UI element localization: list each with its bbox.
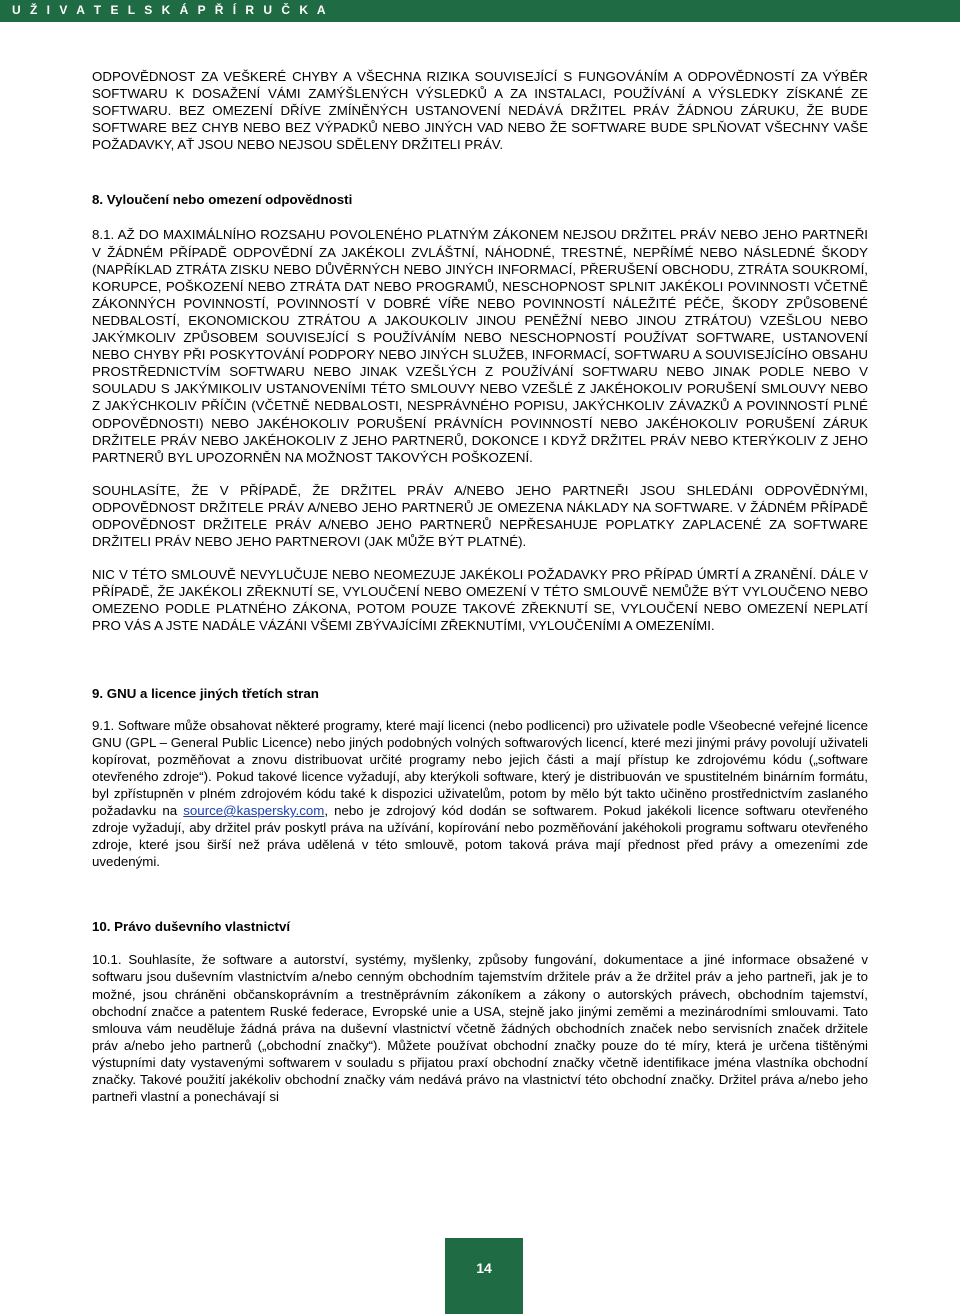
paragraph-8-1: 8.1. AŽ DO MAXIMÁLNÍHO ROZSAHU POVOLENÉHO PLATNÝM ZÁKONEM NEJSOU DRŽITEL PRÁV NEBO JEHO PARTNEŘI V ŽÁDNÉM PŘÍPADĚ ODPOVĚDNÍ ZA JAKÉKOLI ZVLÁŠTNÍ, NÁHODNÉ, TRESTNÉ, NEPŘÍMÉ NEBO NÁSLEDNÉ ŠKODY (NAPŘÍKLAD ZTRÁTA ZISKU NEBO DŮVĚRNÝCH NEBO JINÝCH INFORMACÍ, PŘERUŠENÍ OBCHODU, ZTRÁTA SOUKROMÍ, KORUPCE, POŠKOZENÍ NEBO ZTRÁTA DAT NEBO PROGRAMŮ, NESCHOPNOST SPLNIT JAKÉKOLI POVINNOSTI VČETNĚ ZÁKONNÝCH POVINNOSTÍ, POVINNOSTÍ V DOBRÉ VÍŘE NEBO POVINNOSTÍ NÁLEŽITÉ PÉČE, ŠKODY ZPŮSOBENÉ NEDBALOSTÍ, EKONOMICKOU ZTRÁTOU A JAKOUKOLIV JINOU PENĚŽNÍ NEBO JINOU ZTRÁTOU) VZEŠLOU NEBO JAKÝMKOLIV ZPŮSOBEM SOUVISEJÍCÍ S POUŽÍVÁNÍM NEBO NESCHOPNOSTÍ POUŽÍVAT SOFTWARE, USTANOVENÍ NEBO CHYBY PŘI POSKYTOVÁNÍ PODPORY NEBO JINÝCH SLUŽEB, INFORMACÍ, SOFTWARU A SOUVISEJÍCÍHO OBSAHU PROSTŘEDNICTVÍM SOFTWARU NEBO JINAK VZEŠLÝCH Z POUŽÍVÁNÍ SOFTWARU NEBO JINAK PODLE NEBO V SOULADU S JAKÝMIKOLIV USTANOVENÍMI TÉTO SMLOUVY NEBO VZEŠLÉ Z JAKÉHOKOLIV PORUŠENÍ SMLOUVY NEBO Z JAKÝCHKOLIV PŘÍČIN (VČETNĚ NEDBALOSTI, NESPRÁVNÉHO POPISU, JAKÝCHKOLIV ZÁVAZKŮ A POVINNOSTÍ PLNÉ ODPOVĚDNOSTI) NEBO JAKÉHOKOLIV PORUŠENÍ PRÁVNÍCH POVINNOSTÍ NEBO JAKÉHOKOLIV PORUŠENÍ ZÁRUK DRŽITELE PRÁV NEBO JAKÉHOKOLIV Z JEHO PARTNERŮ, DOKONCE I KDYŽ DRŽITEL PRÁV NEBO KTERÝKOLIV Z JEHO PARTNERŮ BYL UPOZORNĚN NA MOŽNOST TAKOVÝCH POŠKOZENÍ. bbox=[92, 227, 868, 465]
paragraph-nothing: NIC V TÉTO SMLOUVĚ NEVYLUČUJE NEBO NEOMEZUJE JAKÉKOLI POŽADAVKY PRO PŘÍPAD ÚMRTÍ A ZRANĚNÍ. DÁLE V PŘÍPADĚ, ŽE JAKÉKOLI ZŘEKNUTÍ SE, VYLOUČENÍ NEBO OMEZENÍ V TÉTO SMLOUVĚ NEMŮŽE BÝT VYLOUČENO NEBO OMEZENO PODLE PLATNÉHO ZÁKONA, POTOM POUZE TAKOVÉ ZŘEKNUTÍ SE, VYLOUČENÍ NEBO OMEZENÍ NEPLATÍ PRO VÁS A JSTE NADÁLE VÁZÁNI VŠEMI ZBÝVAJÍCÍMI ZŘEKNUTÍMI, VYLOUČENÍMI A OMEZENÍMI. bbox=[92, 567, 868, 634]
paragraph-9-1-text-b: , nebo je zdrojový kód dodán se softwarem. Pokud jakékoli licence softwaru otevřeného zdroje vyžadují, aby držitel práv poskytl práva na užívání, kopírování nebo pozměňování jakéhokoli programu softwaru otevřeného zdroje, které jsou širší než práva udělená v této smlouvě, potom taková práva mají přednost před právy a omezeními zde uvedenými. bbox=[92, 803, 868, 870]
page-number-box bbox=[445, 1238, 523, 1314]
paragraph-9-1-text-a: 9.1. Software může obsahovat některé programy, které mají licenci (nebo podlicenci) pro uživatele podle Všeobecné veřejné licence GNU (GPL – General Public Licence) nebo jiných podobných volných softwarových licencí, které mezi jinými právy povolují uživateli kopírovat, pozměňovat a znovu distribuovat určité programy nebo jejich části a mají přístup ke zdrojovému kódu („software otevřeného zdroje“). Pokud takové licence vyžadují, aby kterýkoli software, který je distribuován ve spustitelném binárním formátu, byl zpřístupněn v plném zdrojovém kódu také k dispozici uživatelům, potom by mělo být takto učiněno prostřednictvím zaslaného požadavku na bbox=[92, 717, 868, 818]
email-link[interactable]: source@kaspersky.com bbox=[183, 803, 325, 818]
heading-section-10: 10. Právo duševního vlastnictví bbox=[92, 919, 291, 935]
heading-section-9: 9. GNU a licence jiných třetích stran bbox=[92, 685, 319, 701]
header-title: U Ž I V A T E L S K Á P Ř Í R U Č K A bbox=[12, 3, 329, 17]
paragraph-9-1 bbox=[92, 717, 868, 871]
paragraph-10-1: 10.1. Souhlasíte, že software a autorství, systémy, myšlenky, způsoby fungování, dokumentace a jiné informace obsažené v softwaru jsou duševním vlastnictvím a/nebo cenným obchodním tajemstvím držitele práv a že držitel práv a jeho partneři, jak je to možné, jsou chráněni občanskoprávním a trestněprávním zákoníkem a zákony o autorských právech, obchodním tajemství, obchodní značce a patentem Ruské federace, Evropské unie a USA, stejně jako jinými zeměmi a mezinárodními smlouvami. Tato smlouva vám neuděluje žádná práva na duševní vlastnictví včetně žádných obchodních značek nebo servisních značek držitele práv a/nebo jeho partnerů („obchodní značky“). Můžete používat obchodní značky pouze do té míry, která je určena tištěnými výstupními daty vystavenými softwarem v souladu s přijatou praxí obchodní značky včetně identifikace jména vlastníka obchodní značky. Takové použití jakékoliv obchodní značky vám nedává právo na vlastnictví této obchodní značky. Držitel práva a/nebo jeho partneři vlastní a ponechávají si bbox=[92, 952, 868, 1105]
paragraph-liability: ODPOVĚDNOST ZA VEŠKERÉ CHYBY A VŠECHNA RIZIKA SOUVISEJÍCÍ S FUNGOVÁNÍM A ODPOVĚDNOSTÍ ZA VÝBĚR SOFTWARU K DOSAŽENÍ VÁMI ZAMÝŠLENÝCH VÝSLEDKŮ A ZA INSTALACI, POUŽÍVÁNÍ A VÝSLEDKY ZÍSKANÉ ZE SOFTWARU. BEZ OMEZENÍ DŘÍVE ZMÍNĚNÝCH USTANOVENÍ NEDÁVÁ DRŽITEL PRÁV ŽÁDNOU ZÁRUKU, ŽE BUDE SOFTWARE BEZ CHYB NEBO BEZ VÝPADKŮ NEBO JINÝCH VAD NEBO ŽE SOFTWARE BUDE SPLŇOVAT VŠECHNY VAŠE POŽADAVKY, AŤ JSOU NEBO NEJSOU SDĚLENY DRŽITELI PRÁV. bbox=[92, 69, 868, 153]
paragraph-agree: SOUHLASÍTE, ŽE V PŘÍPADĚ, ŽE DRŽITEL PRÁV A/NEBO JEHO PARTNEŘI JSOU SHLEDÁNI ODPOVĚDNÝMI, ODPOVĚDNOST DRŽITELE PRÁV A/NEBO JEHO PARTNERŮ JE OMEZENA NÁKLADY NA SOFTWARE. V ŽÁDNÉM PŘÍPADĚ ODPOVĚDNOST DRŽITELE PRÁV A/NEBO JEHO PARTNERŮ NEPŘESAHUJE POPLATKY ZAPLACENÉ ZA SOFTWARE DRŽITELI PRÁV NEBO JEHO PARTNEROVI (JAK MŮŽE BÝT PLATNÉ). bbox=[92, 482, 868, 550]
page-number: 14 bbox=[476, 1260, 492, 1276]
header-bar bbox=[0, 0, 960, 22]
heading-section-8: 8. Vyloučení nebo omezení odpovědnosti bbox=[92, 192, 353, 208]
document-body bbox=[92, 68, 868, 1105]
